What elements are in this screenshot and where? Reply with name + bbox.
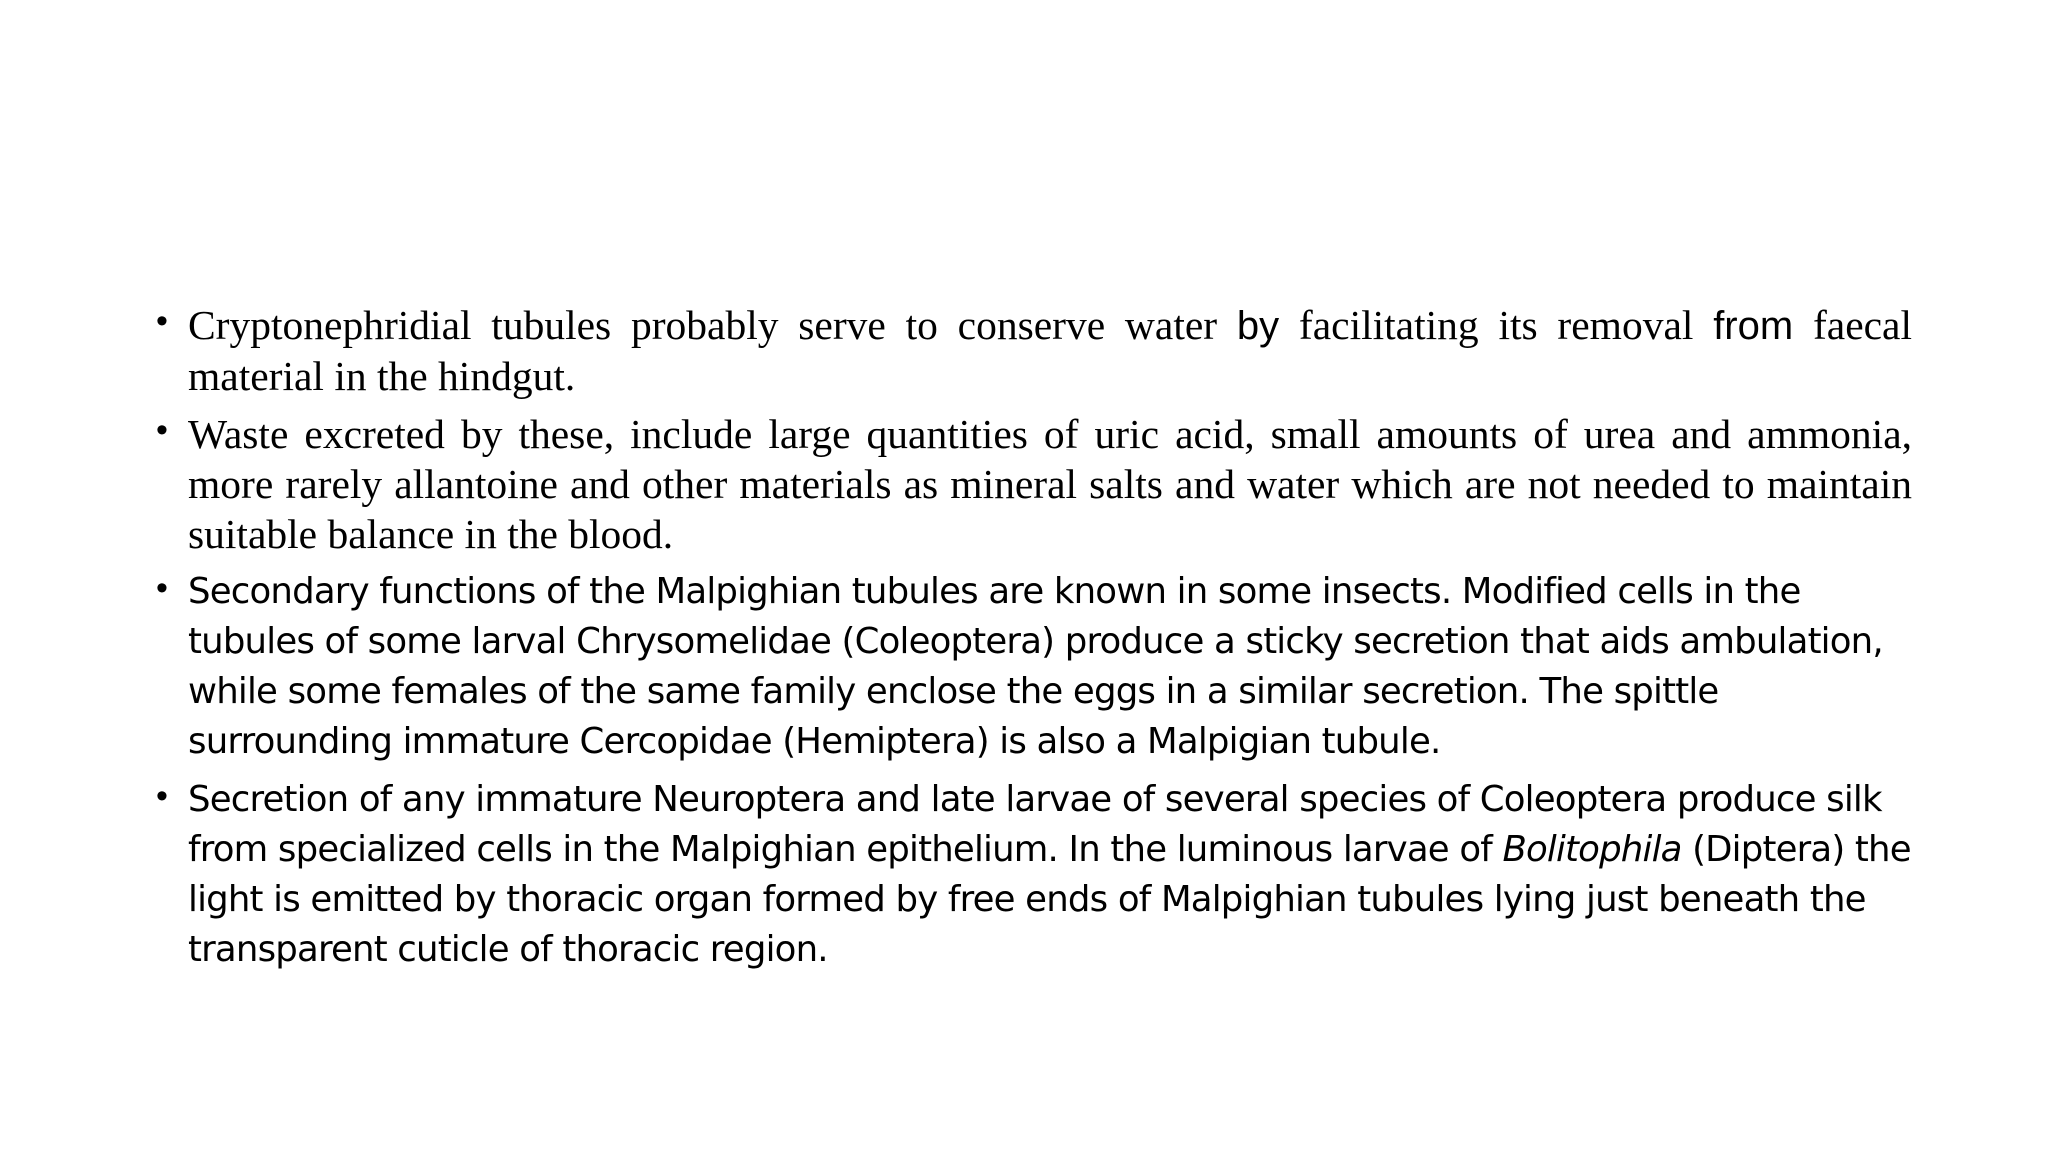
bullet-dot-icon: • (156, 302, 168, 340)
bullet-list (152, 300, 1912, 983)
bullet-text: Waste excreted by these, include large quantities of uric acid, small amounts of urea and ammonia, more rarely allantoine and other materials as mineral salts and water which are not needed to maintain suitable balance in the blood. (188, 411, 1912, 557)
bullet-item (152, 300, 1912, 401)
bullet-dot-icon: • (156, 411, 168, 449)
text-segment: Secretion of any immature Neuroptera and late larvae of several species of Coleoptera produce silk from specialized cells in the Malpighian epithelium. In the luminous larvae of (188, 779, 1882, 870)
italic-term: Bolitophila (1502, 829, 1682, 870)
text-segment: (Diptera) the light is emitted by thoracic organ formed by free ends of Malpighian tubules lying just beneath the transparent cuticle of thoracic region. (188, 829, 1911, 970)
bullet-dot-icon: • (156, 569, 168, 607)
text-segment: from (1713, 304, 1794, 348)
text-segment: facilitating its removal (1279, 302, 1714, 348)
bullet-dot-icon: • (156, 777, 168, 815)
bullet-item (152, 409, 1912, 559)
text-segment: by (1236, 304, 1280, 348)
bullet-item (152, 567, 1912, 767)
bullet-text (188, 775, 1912, 975)
bullet-text: Secondary functions of the Malpighian tubules are known in some insects. Modified cells in the tubules of some larval Chrysomelidae (Coleoptera) produce a sticky secretion that aids ambulation, while some females of the same family enclose the eggs in a similar secretion. The spittle surrounding immature Cercopidae (Hemiptera) is also a Malpigian tubule. (188, 571, 1883, 762)
bullet-item (152, 775, 1912, 975)
bullet-text (188, 300, 1912, 401)
text-segment: faecal material in the hindgut. (188, 302, 1912, 399)
text-segment: Cryptonephridial tubules probably serve to conserve water (188, 302, 1237, 348)
